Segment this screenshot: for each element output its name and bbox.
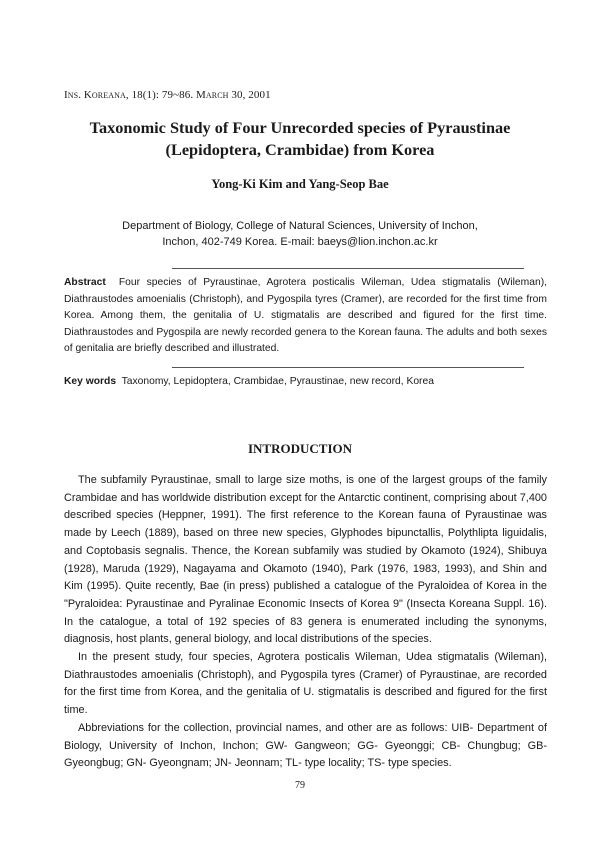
abstract-bottom-rule [172,367,524,368]
abstract-block [64,275,547,358]
page-number: 79 [295,780,305,791]
affiliation-line-2: Inchon, 402-749 Korea. E-mail: baeys@lion.inchon.ac.kr [162,236,438,248]
journal-citation [64,89,271,101]
keywords-block [64,376,547,387]
section-heading-introduction: INTRODUCTION [247,441,352,456]
author-affiliation [100,218,500,250]
keywords-label: Key words [64,376,117,387]
body-paragraph: The subfamily Pyraustinae, small to large size moths, is one of the largest groups of the family Crambidae and has worldwide distribution except for the Antarctic continent, comprising about 7,400 described species (Heppner, 1991). The first reference to the Korean fauna of Pyraustinae was made by Leech (1889), based on three new species, Glyphodes bipunctallis, Polythlipta liguidalis, and Coptobasis segnalis. Thence, the Korean subfamily was studied by Okamoto (1924), Shibuya (1928), Maruda (1929), Nagayama and Okamoto (1940), Park (1976, 1983, 1993), and Shin and Kim (1995). Quite recently, Bae (in press) published a catalogue of the Pyraloidea of Korea in the "Pyraloidea: Pyraustinae and Pyralinae Economic Insects of Korea 9" (Insecta Koreana Suppl. 16). In the catalogue, a total of 192 species of 83 genera is enumerated including the synonyms, diagnosis, host plants, general biology, and local distributions of the species. [64,474,547,646]
journal-citation-text: Ins. Koreana, 18(1): 79~86. March 30, 2001 [64,89,271,101]
abstract-text: Four species of Pyraustinae, Agrotera posticalis Wileman, Udea stigmatalis (Wileman), Diathraustodes amoenialis (Christoph), and Pygospila tyres (Cramer), are recorded for the first time from Korea. Among them, the genitalia of U. stigmatalis are described and figured for the first time. Diathraustodes and Pygospila are newly recorded genera to the Korean fauna. The adults and both sexes of genitalia are briefly described and illustrated. [64,277,547,355]
keywords-text: Taxonomy, Lepidoptera, Crambidae, Pyraustinae, new record, Korea [121,376,434,387]
paper-title [40,117,560,161]
introduction-body [64,472,547,773]
paper-title-line-2: (Lepidoptera, Crambidae) from Korea [165,140,435,159]
abstract-label: Abstract [64,277,106,288]
affiliation-line-1: Department of Biology, College of Natural Sciences, University of Inchon, [122,220,478,232]
paper-title-line-1: Taxonomic Study of Four Unrecorded species of Pyraustinae [89,118,511,137]
body-paragraph: Abbreviations for the collection, provincial names, and other are as follows: UIB- Department of Biology, University of Inchon, Inchon; GW- Gangweon; GG- Gyeonggi; CB- Chungbug; GB- Gyeongbug; GN- Gyeongnam; JN- Jeonnam; TL- type locality; TS- type species. [64,721,547,770]
body-paragraph: In the present study, four species, Agrotera posticalis Wileman, Udea stigmatalis (Wileman), Diathraustodes amoenialis (Christoph), and Pygospila tyres (Cramer) of Pyraustinae, are recorded for the first time from Korea, and the genitalia of U. stigmatalis is described and figured for the first time. [64,651,547,717]
author-list: Yong-Ki Kim and Yang-Seop Bae [211,177,389,191]
abstract-top-rule [172,268,524,269]
